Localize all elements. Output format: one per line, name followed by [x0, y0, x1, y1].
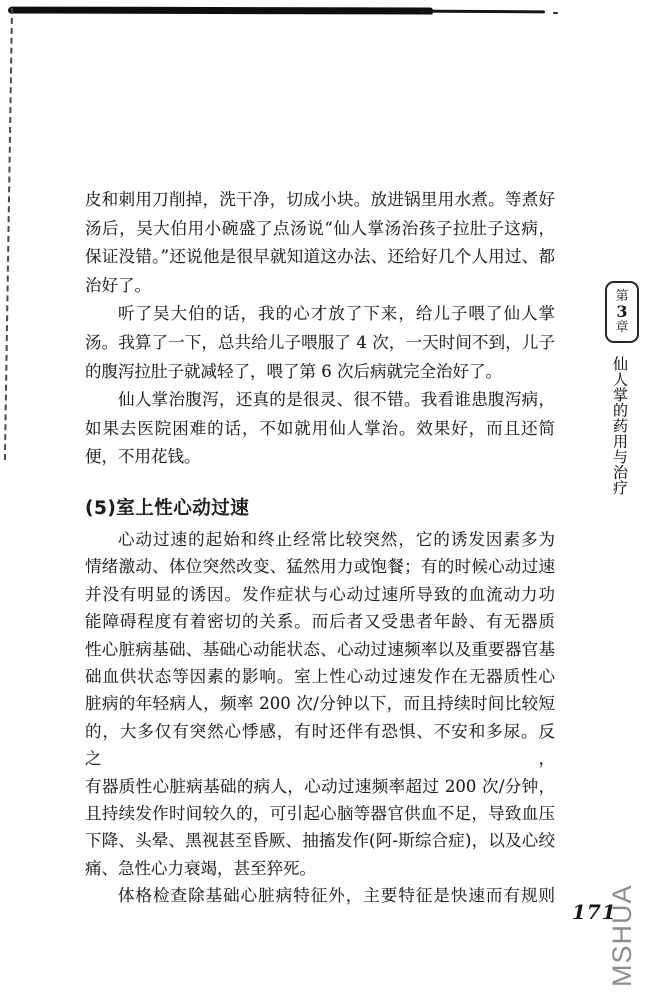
text-line: 如果去医院困难的话，不如就用仙人掌治。效果好，而且还简	[85, 418, 555, 438]
text-line: 情绪激动、体位突然改变、猛然用力或饱餐；有的时候心动过速	[85, 557, 555, 577]
text-line: 下降、头晕、黑视甚至昏厥、抽搐发作(阿-斯综合症)，以及心绞	[85, 831, 555, 851]
text-line: 保证没错。”还说他是很早就知道这办法、还给好几个人用过、都	[85, 247, 555, 267]
chapter-prefix: 第	[615, 289, 629, 304]
chapter-number: 3	[616, 302, 628, 321]
text-line: 痛、急性心力衰竭，甚至猝死。	[85, 858, 316, 878]
text-line: 性心脏病基础、基础心动能状态、心动过速频率以及重要器官基	[85, 639, 555, 659]
text-line: 听了吴大伯的话，我的心才放了下来，给儿子喂了仙人掌	[118, 304, 555, 324]
watermark-text: MSHUA	[607, 884, 637, 987]
chapter-title-vertical: 仙人掌的药用与治疗	[611, 356, 629, 496]
text-line: 且持续发作时间较久的，可引起心脑等器官供血不足，导致血压	[85, 804, 555, 823]
chapter-tab	[605, 281, 639, 343]
text-line: 的，大多仅有突然心悸感，有时还伴有恐惧、不安和多尿。反之，	[85, 721, 555, 769]
text-line: 便，不用花钱。	[85, 447, 201, 467]
text-line: 治好了。	[85, 275, 151, 295]
text-line: 汤。我算了一下，总共给儿子喂服了 4 次，一天时间不到，儿子	[85, 332, 555, 352]
text-line: 的腹泻拉肚子就减轻了，喂了第 6 次后病就完全治好了。	[85, 361, 502, 381]
text-line: 脏病的年轻病人，频率 200 次/分钟以下，而且持续时间比较短	[85, 694, 555, 714]
paragraph	[85, 300, 555, 386]
body-text	[85, 186, 555, 910]
text-line: 体格检查除基础心脏病特征外，主要特征是快速而有规则	[118, 886, 555, 906]
text-line: 皮和刺用刀削掉，洗干净，切成小块。放进锅里用水煮。等煮好	[85, 190, 555, 209]
page-number: 171	[572, 900, 617, 924]
scan-edge-artifact-dot	[553, 12, 558, 14]
text-line: 汤后，吴大伯用小碗盛了点汤说“仙人掌汤治孩子拉肚子这病，	[85, 218, 555, 238]
text-line: 础血供状态等因素的影响。室上性心动过速发作在无器质性心	[85, 666, 555, 686]
text-line: 并没有明显的诱因。发作症状与心动过速所导致的血流动力功	[85, 584, 555, 604]
scan-edge-artifact-top	[8, 7, 433, 15]
paragraph	[85, 526, 555, 882]
scan-edge-artifact-top-tail	[420, 10, 545, 14]
section-heading: (5)室上性心动过速	[85, 497, 250, 519]
paragraph	[85, 882, 555, 909]
paragraph	[85, 186, 555, 300]
scan-edge-artifact-left-dashes	[4, 8, 13, 460]
text-line: 能障碍程度有着密切的关系。而后者又受患者年龄、有无器质	[85, 612, 555, 632]
text-line: 仙人掌治腹泻，还真的是很灵、很不错。我看谁患腹泻病，	[118, 390, 555, 410]
text-line: 有器质性心脏病基础的病人，心动过速频率超过 200 次/分钟，	[85, 776, 555, 796]
paragraph	[85, 386, 555, 472]
chapter-suffix: 章	[615, 320, 629, 335]
text-line: 心动过速的起始和终止经常比较突然，它的诱发因素多为	[118, 529, 555, 549]
